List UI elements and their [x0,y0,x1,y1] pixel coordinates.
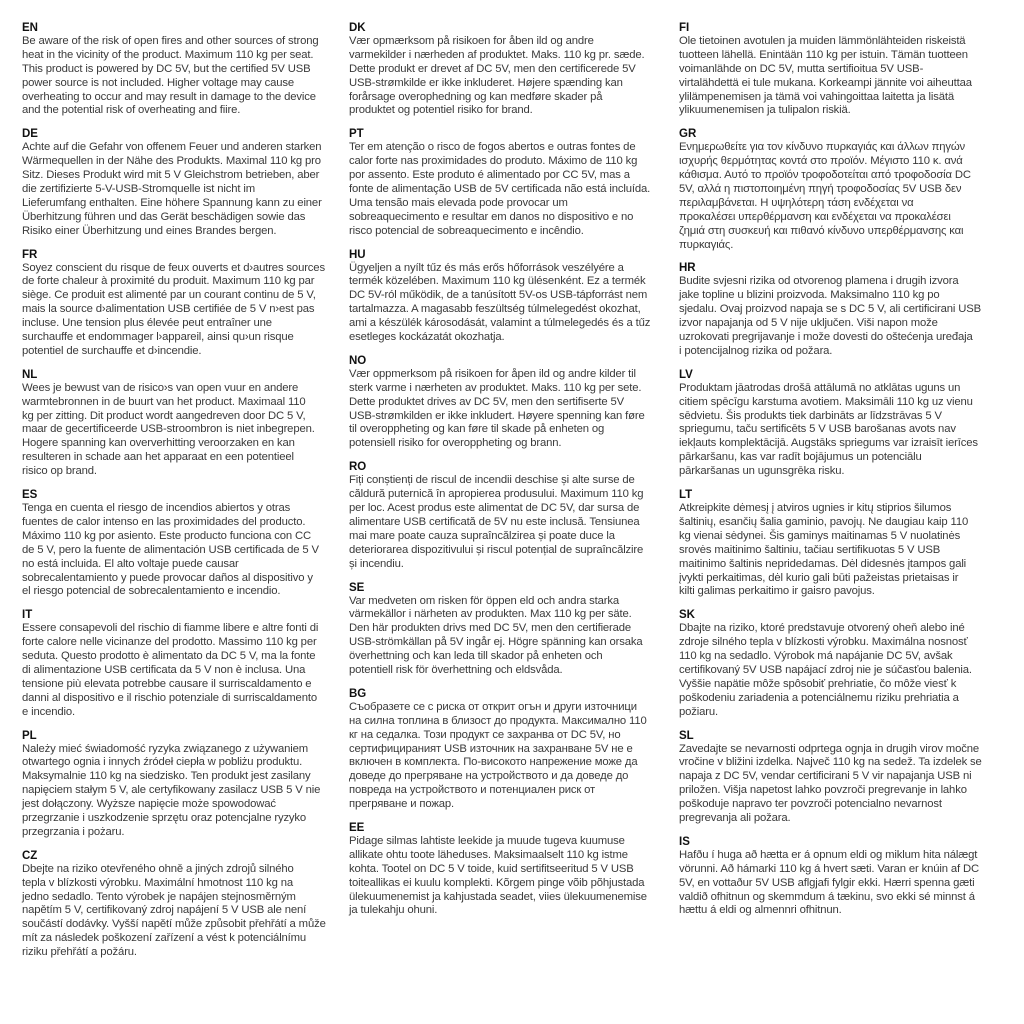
warning-text-line: allikate ohtu toote läheduses. Maksimaalselt 110 kg istme [349,848,628,861]
warning-text-line: napětím 5 V, certifikovaný zdroj napájení 5 V USB ale není [22,904,307,917]
warning-section-gr [679,127,982,252]
warning-text-line: riziku přehřátí a požáru. [22,946,137,959]
warning-text-line: de forte chaleur à proximité du produit. Maximum 110 kg par [22,275,315,288]
warning-text-line: power source is not included. Higher voltage may cause [22,76,294,89]
warning-text-line: termék közelében. Maximum 110 kg ülésenként. Ez a termék [349,275,646,288]
warning-text-line: pārkaršanas un ugunsgrēka risku. [679,465,845,478]
warning-text-line: kg vienai sėdynei. Šis gaminys maitinamas 5 V nuolatinės [679,529,961,542]
warning-text-line: risco potencial de sobreaquecimento e incêndio. [349,224,584,237]
warning-text-line: 5V, en vottaður 5V USB aflgjafi fylgir ekki. Hærri spenna gæti [679,876,975,889]
warning-text-line: Hafðu í huga að hætta er á opnum eldi og miklum hita nálægt [679,848,978,861]
warning-text-line: căldură puternică în apropierea produsului. Maximum 110 kg [349,488,644,501]
language-code: LV [679,368,693,381]
warning-text-line: kilti galimas perkaitimo ir gaisro pavojus. [679,585,875,598]
column-3 [679,21,982,927]
warning-text-line: Fiți conștienți de riscul de incendii deschise și alte surse de [349,474,635,487]
warning-text-line: die zertifizierte 5-V-USB-Stromquelle ist nicht im [22,183,255,196]
warning-text-line: Hogere spanning kan oververhitting veroorzaken en kan [22,437,295,450]
warning-text-line: valdið ofhitnun og skemmdum á tækinu, svo ekki sé minnst á [679,890,975,903]
warning-text-line: no está incluida. El alto voltaje puede causar [22,557,239,570]
warning-text-line: spriegumu, taču sertificēts 5 V USB barošanas avots nav [679,423,956,436]
warning-text-line: кг на седалка. Този продукт се захранва от DC 5V, но [349,728,621,741]
warning-text-line: tartalmazza. A magasabb feszültség túlmelegedést okozhat, [349,303,641,316]
warning-text-line: certifikovaný 5V USB napájací zdroj nie je súčasťou balenia. [679,663,972,676]
warning-text-line: seduta. Questo prodotto è alimentato da DC 5 V, ma la fonte [22,650,316,663]
language-code: NO [349,354,367,367]
warning-text-line: el riesgo potencial de sobrecalentamiento e incendio. [22,585,281,598]
warning-text-line: calor forte nas proximidades do produto. Máximo de 110 kg [349,155,638,168]
warning-text-line: Ter em atenção o risco de fogos abertos e outras fontes de [349,141,636,154]
warning-text-line: poškodeniu zariadenia a potenciálnemu riziku prehriatia a [679,691,959,704]
warning-text-line: sobreaquecimento e resultar em danos no dispositivo e no [349,210,634,223]
warning-section-dk [349,21,650,118]
warning-text-line: Máximo 110 kg por asiento. Este producto funciona con CC [22,529,312,542]
warning-text-line: DC 5V-ról működik, de a tanúsított 5V-os USB-tápforrást nem [349,289,648,302]
warning-text-line: and the potential risk of overheating and fiire. [22,104,241,117]
warning-text-line: forte calore nelle vicinanze del prodotto. Massimo 110 kg per [22,636,317,649]
warning-section-lv [679,368,982,479]
warning-text-line: ja tulekahju ohuni. [349,904,438,917]
warning-section-ee [349,821,650,918]
warning-text-line: κάθισμα. Αυτό το προϊόν τροφοδοτείται από τροφοδοσία DC [679,169,971,182]
warning-text-line: przegrzania i pożaru. [22,825,125,838]
warning-text-line: Essere consapevoli del rischio di fiamme libere e altre fonti di [22,622,319,635]
warning-section-cz [22,849,326,960]
warning-text-line: Uma tensão mais elevada pode provocar um [349,196,568,209]
warning-section-pl [22,729,326,840]
warning-text-line: Risiko einer Überhitzung und eines Brandes bergen. [22,224,277,237]
warning-text-line: potentiel de surchauffe et d›incendie. [22,344,202,357]
warning-section-nl [22,368,326,479]
warning-text-line: ülekuumenemist ja kahjustada seadet, viies ülekuumenemise [349,890,647,903]
warning-text-line: Dbejte na riziko otevřeného ohně a jiných zdrojů silného [22,862,294,875]
warning-text-line: fonte de alimentação USB de 5V certificada não está incluída. [349,183,651,196]
warning-section-no [349,354,650,451]
warning-text-line: surchauffe et endommager l›appareil, ainsi qu›un risque [22,331,294,344]
warning-text-line: napaja z DC 5V, vendar certificirani 5 V vir napajanja USB ni [679,770,972,783]
warning-text-line: USB-strömkällan på 5V ingår ej. Högre spänning kan orsaka [349,636,643,649]
warning-text-line: priložen. Višja napetost lahko povzroči pregrevanje in lahko [679,784,967,797]
warning-text-line: alimentare USB certificată de 5V nu este inclusă. Tensiunea [349,515,640,528]
warning-section-bg [349,687,650,812]
warning-text-line: Lieferumfang enthalten. Eine höhere Spannung kann zu einer [22,196,322,209]
warning-text-line: și incendiu. [349,557,404,570]
warning-text-line: jest dołączony. Wyższe napięcie może spowodować [22,798,276,811]
warning-text-line: Vær opmærksom på risikoen for åben ild og andre [349,35,594,47]
warning-text-line: прегряване и пожар. [349,798,455,811]
warning-text-line: varmekilder i nærheden af produktet. Maks. 110 kg pr. sæde. [349,48,645,61]
warning-text-line: i potencijalnog rizika od požara. [679,344,833,357]
warning-text-line: Sitz. Dieses Produkt wird mit 5 V Gleichstrom betrieben, aber [22,169,320,182]
warning-text-line: ζημιά στη συσκευή και πιθανό κίνδυνο υπερθέρμανσης και [679,224,964,237]
language-code: GR [679,128,697,141]
warning-text-line: USB-strømkilde er ikke inkluderet. Højere spænding kan [349,76,623,89]
warning-text-line: jake topline u blizini proizvoda. Maksimalno 110 kg po [679,289,940,302]
warning-text-line: Produktam jāatrodas drošā attālumā no atklātas uguns un [679,381,961,394]
warning-text-line: iekļauts komplektācijā. Augstāks spriegums var izraisīt ierīces [679,437,978,450]
warning-text-line: Budite svjesni rizika od otvorenog plamena i drugih izvora [679,275,959,288]
language-code: IS [679,835,690,848]
language-code: FI [679,22,690,34]
language-code: PT [349,128,364,141]
column-2 [349,21,650,927]
warning-section-es [22,488,326,599]
warning-text-line: pregrevanja ali požara. [679,811,791,824]
language-code: LT [679,489,693,502]
warning-text-line: Maksymalnie 110 kg na siedzisko. Ten produkt jest zasilany [22,770,311,783]
warning-text-line: mais la source d›alimentation USB certifiée de 5 V n›est pas [22,303,315,316]
warning-text-line: Be aware of the risk of open fires and other sources of strong [22,35,319,47]
warning-text-line: ylilämpenemisen ja tämä voi vahingoittaa laitetta ja lisätä [679,90,954,103]
warning-text-line: Zavedajte se nevarnosti odprtega ognja in drugih virov močne [679,742,979,755]
warning-text-line: otwartego ognia i innych źródeł ciepła w pobliżu produktu. [22,756,303,769]
warning-text-line: ylikuumenemisen ja tulipalon riskiä. [679,104,851,117]
warning-text-line: Var medveten om risken för öppen eld och andra starka [349,594,620,607]
warning-section-se [349,581,650,678]
warning-text-line: per loc. Acest produs este alimentat de DC 5V, dar sursa de [349,502,640,515]
warning-text-line: citiem spēcīgu karstuma avotiem. Maksimāli 110 kg uz vienu [679,395,973,408]
warning-text-line: požiaru. [679,705,718,718]
language-code: DK [349,22,366,34]
warning-text-line: e incendio. [22,705,75,718]
warning-text-line: izvor napajanja od 5 V nije uključen. Viši napon može [679,317,938,330]
warning-text-line: siège. Ce produit est alimenté par un courant continu de 5 V, [22,289,316,302]
warning-section-sl [679,729,982,826]
warning-text-line: przegrzanie i uszkodzenie sprzętu oraz potencjalne ryzyko [22,811,307,824]
warning-text-line: forårsage overophedning og kan medføre skader på [349,90,603,103]
warning-text-line: sobrecalentamiento y puede provocar daños al dispositivo y [22,571,313,584]
warning-text-line: poškoduje napravo ter povzroči potencialno nevarnost [679,798,942,811]
warning-text-line: šaltinių, esančių šalia gaminio, pavojų. Ne daugiau kaip 110 [679,515,969,528]
warning-text-line: potensiell risiko for overoppheting og brann. [349,437,562,450]
warning-text-line: Dbajte na riziko, ktoré predstavuje otvorený oheň alebo iné [679,622,965,635]
warning-text-line: vročine v bližini izdelka. Največ 110 kg na sedež. Ta izdelek se [679,756,982,769]
warning-section-fr [22,248,326,359]
warning-text-line: maar de gecertificeerde USB-stroombron is niet inbegrepen. [22,423,315,436]
warning-text-line: napięciem stałym 5 V, ale certyfikowany zasilacz USB 5 V nie [22,784,321,797]
warning-text-line: risico op brand. [22,465,97,478]
warning-text-line: danni al dispositivo e il rischio potenziale di surriscaldamento [22,691,317,704]
warning-text-line: deteriorarea dispozitivului și riscul potențial de supraîncălzire [349,543,644,556]
warning-text-line: доведе до прегряване на устройството и да доведе до [349,770,629,783]
warning-text-line: Ενημερωθείτε για τον κίνδυνο πυρκαγιάς και άλλων πηγών [679,141,966,154]
warning-text-line: Vyššie napätie môže spôsobiť prehriatie, čo môže viesť k [679,677,957,690]
warning-text-line: This product is powered by DC 5V, but the certified 5V USB [22,62,311,75]
warning-text-line: överhettning och kan leda till skador på enheten och [349,650,603,663]
warning-text-line: включен в комплекта. По-високото напрежение може да [349,756,638,769]
language-code: HR [679,262,696,275]
warning-text-line: Soyez conscient du risque de feux ouverts et d›autres sources [22,261,325,274]
warning-text-line: tepla v blízkosti výrobku. Maximální hmotnost 110 kg na [22,876,293,889]
warning-text-line: Wärmequellen in der Nähe des Produkts. Maximal 110 kg pro [22,155,321,168]
language-code: EE [349,821,365,834]
warning-text-line: por assento. Este produto é alimentado por CC 5V, mas a [349,169,630,182]
warning-text-line: sterk varme i nærheten av produktet. Maks. 110 kg per sete. [349,381,642,394]
warning-section-en [22,21,326,118]
warning-text-line: USB-strømkilden er ikke inkludert. Høyere spenning kan føre [349,409,645,422]
warning-section-lt [679,488,982,599]
warning-text-line: Należy mieć świadomość ryzyka związanego z używaniem [22,742,309,755]
warning-text-line: сертифицираният USB източник на захранване 5V не е [349,742,633,755]
warning-text-line: warmtebronnen in de buurt van het product. Maximaal 110 [22,395,306,408]
warning-section-sk [679,608,982,719]
warning-text-line: įvykti perkaitimas, dėl kurio gali būti pažeistas prietaisas ir [679,571,959,584]
warning-text-line: Überhitzung führen und das Gerät beschädigen sowie das [22,210,306,223]
warning-text-line: Ole tietoinen avotulen ja muiden lämmönlähteiden riskeistä [679,35,966,47]
warning-text-line: produktet og potentiel risiko for brand. [349,104,533,117]
language-code: FR [22,248,38,261]
language-code: SE [349,581,365,594]
warning-text-line: πυρκαγιάς. [679,238,734,251]
language-code: ES [22,489,38,502]
warning-text-line: ισχυρής θερμότητας κοντά στο προϊόν. Μέγιστο 110 κ. ανά [679,155,963,168]
warning-text-line: Atkreipkite dėmesį į atviros ugnies ir kitų stiprios šilumos [679,502,952,515]
warning-text-line: Achte auf die Gefahr von offenem Feuer und anderen starken [22,141,322,154]
warning-text-line: kg per zitting. Dit product wordt aangedreven door DC 5 V, [22,409,306,422]
warning-section-hu [349,248,650,345]
warning-text-line: tensione più elevata potrebbe causare il surriscaldamento e [22,677,312,690]
warning-text-line: Vær oppmerksom på risikoen for åpen ild og andre kilder til [349,367,636,380]
warning-text-line: uzrokovati pregrijavanje i može dovesti do oštećenja uređaja [679,331,973,344]
warning-text-line: Den här produkten drivs med DC 5V, men den certifierade [349,622,632,635]
warning-text-line: sēdvietu. Šis produkts tiek darbināts ar līdzstrāvas 5 V [679,409,942,422]
warning-text-line: toiteallikas ei kuulu komplekti. Kõrgem pinge võib põhjustada [349,876,645,889]
warning-section-de [22,127,326,238]
warning-text-line: esetleges kockázatát okozhatja. [349,331,505,344]
warning-text-line: ami a készülék károsodását, valamint a túlmelegedés és a tűz [349,317,651,330]
warning-section-fi [679,21,982,118]
language-code: IT [22,609,33,622]
warning-text-line: til overoppheting og kan føre til skade på enheten og [349,423,605,436]
warning-text-line: potentiell risk för överhettning och eldsvåda. [349,663,563,676]
warning-text-line: Съобразете се с риска от открит огън и други източници [349,700,637,713]
warning-text-line: Pidage silmas lahtiste leekide ja muude tugeva kuumuse [349,834,625,847]
warning-text-line: Dette produktet drives av DC 5V, men den sertifiserte 5V [349,395,624,408]
warning-text-line: di alimentazione USB certificata da 5 V non è inclusa. Una [22,663,306,676]
warning-section-is [679,835,982,918]
warning-text-line: hættu á eldi og almennri ofhitnun. [679,904,842,917]
warning-text-line: zdroje silného tepla v blízkosti výrobku. Maximálna nosnosť [679,636,968,649]
warning-text-line: tuotteen lähellä. Enintään 110 kg per istuin. Tämän tuotteen [679,48,968,61]
warning-text-line: 5V, αλλά η πιστοποιημένη πηγή τροφοδοσίας 5V USB δεν [679,183,962,196]
warning-section-ro [349,460,650,571]
warning-text-line: de 5 V, pero la fuente de alimentación USB certificada de 5 V [22,543,319,556]
warning-text-line: maitinimo šaltinis nepridedamas. Dėl didesnės įtampos gali [679,557,967,570]
language-code: PL [22,729,37,742]
warning-text-line: 110 kg na sedadlo. Výrobok má napájanie DC 5V, avšak [679,650,953,663]
warning-text-line: jedno sedadlo. Tento výrobek je napájen stejnosměrným [22,890,296,903]
warning-text-line: voimanlähde on DC 5V, mutta sertifioitua 5V USB- [679,62,924,75]
warning-text-line: värmekällor i närheten av produkten. Max 110 kg per säte. [349,608,632,621]
warning-text-line: sjedalu. Ovaj proizvod napaja se s DC 5 V, ali certificirani USB [679,303,982,316]
warning-text-line: περιλαμβάνεται. Η υψηλότερη τάση ενδέχεται να [679,196,914,209]
warning-text-line: incluse. Une tension plus élevée peut entraîner une [22,317,272,330]
language-code: NL [22,368,38,381]
warning-text-line: Ügyeljen a nyílt tűz és más erős hőforrások veszélyére a [349,261,624,274]
warning-text-line: повреда на устройството и потенциален риск от [349,784,596,797]
warning-text-line: Tenga en cuenta el riesgo de incendios abiertos y otras [22,502,291,515]
warning-text-line: heat in the vicinity of the product. Maximum 110 kg per seat. [22,48,314,61]
language-code: BG [349,687,367,700]
warning-section-it [22,608,326,719]
language-code: SK [679,609,695,622]
warning-text-line: overheating to occur and may result in damage to the device [22,90,316,103]
warning-section-pt [349,127,650,238]
warning-text-line: vörunni. Að hámarki 110 kg á hvert sæti. Varan er knúin af DC [679,862,979,875]
warning-text-line: Dette produkt er drevet af DC 5V, men den certificerede 5V [349,62,636,75]
warning-text-line: mai mare poate cauza supraîncălzirea și poate duce la [349,529,615,542]
warning-text-line: на силна топлина в близост до продукта. Максимално 110 [349,714,647,727]
warning-text-line: pārkaršanu, kas var radīt bojājumus un potenciālu [679,451,922,464]
warning-text-line: mít za následek poškození zařízení a vést k potenciálnímu [22,932,307,945]
warning-section-hr [679,261,982,358]
language-code: SL [679,729,694,742]
warning-text-line: součástí dodávky. Vyšší napětí může způsobit přehřátí a může [22,918,326,931]
warning-text-line: virtalähdettä ei tule mukana. Korkeampi jännite voi aiheuttaa [679,76,972,89]
language-code: EN [22,22,38,34]
warning-text-line: srovės maitinimo šaltiniu, tačiau sertifikuotas 5 V USB [679,543,941,556]
language-code: RO [349,461,367,474]
language-code: DE [22,128,38,141]
language-code: CZ [22,849,38,862]
warning-text-line: προκαλέσει υπερθέρμανση και ενδέχεται να προκαλέσει [679,210,951,223]
warning-text-line: kohta. Tootel on DC 5 V toide, kuid sertifitseeritud 5 V USB [349,862,634,875]
warning-text-line: resulteren in schade aan het apparaat en een potentieel [22,451,294,464]
column-1 [22,21,326,969]
language-code: HU [349,248,366,261]
warning-text-line: Wees je bewust van de risico›s van open vuur en andere [22,381,299,394]
warning-text-line: fuentes de calor intenso en las proximidades del producto. [22,515,306,528]
